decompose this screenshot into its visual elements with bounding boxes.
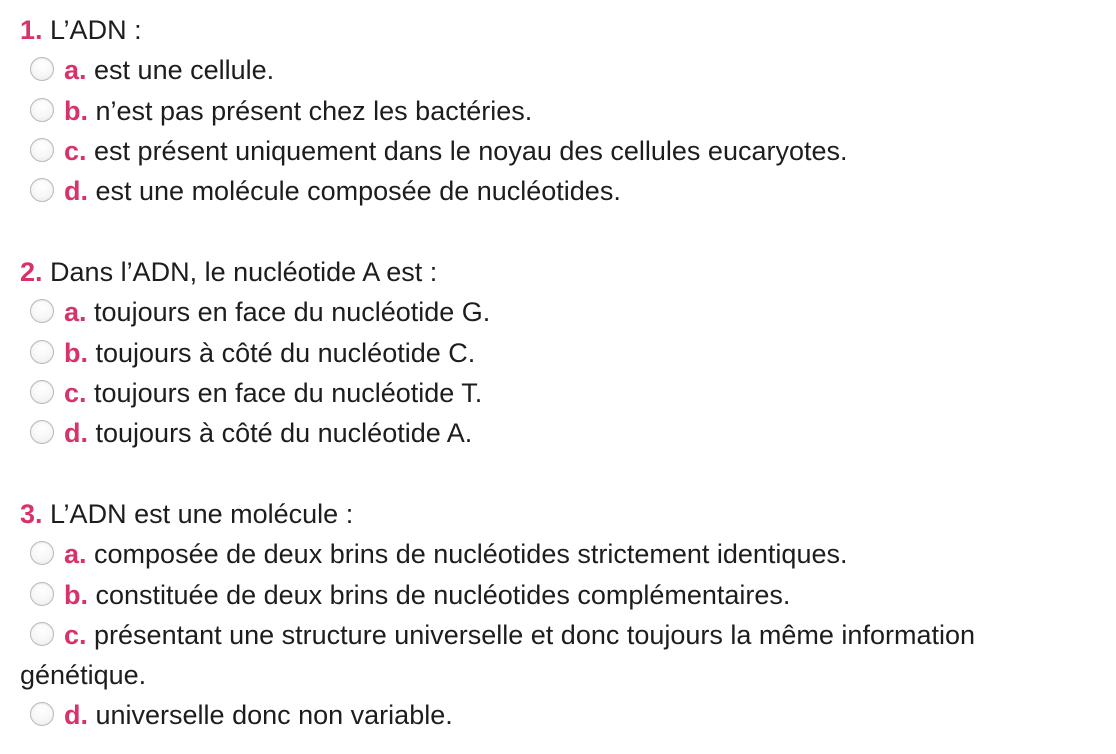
option-letter: a. bbox=[64, 55, 87, 86]
option-text: présentant une structure universelle et donc toujours la même information génétique. bbox=[20, 619, 975, 691]
option-letter: b. bbox=[64, 95, 88, 126]
answer-option-1d[interactable] bbox=[20, 171, 1096, 211]
option-text: toujours en face du nucléotide T. bbox=[86, 377, 483, 408]
option-text: composée de deux brins de nucléotides strictement identiques. bbox=[86, 539, 848, 570]
option-text: constituée de deux brins de nucléotides complémentaires. bbox=[88, 579, 791, 610]
answer-option-1c[interactable] bbox=[20, 131, 1096, 171]
radio-button[interactable] bbox=[30, 622, 54, 646]
question-prompt: Dans l’ADN, le nucléotide A est : bbox=[42, 257, 438, 287]
answer-option-3a[interactable] bbox=[20, 534, 1096, 574]
question-prompt: L’ADN est une molécule : bbox=[42, 499, 354, 529]
answer-option-2b[interactable] bbox=[20, 333, 1096, 373]
answer-option-3b[interactable] bbox=[20, 575, 1096, 615]
option-letter: a. bbox=[64, 297, 87, 328]
answer-option-3d[interactable] bbox=[20, 695, 1096, 735]
option-letter: b. bbox=[64, 337, 88, 368]
option-text: n’est pas présent chez les bactéries. bbox=[88, 95, 533, 126]
radio-button[interactable] bbox=[30, 340, 54, 364]
answer-option-1a[interactable] bbox=[20, 50, 1096, 90]
option-letter: d. bbox=[64, 418, 88, 449]
radio-button[interactable] bbox=[30, 57, 54, 81]
option-letter: a. bbox=[64, 539, 87, 570]
option-text: toujours à côté du nucléotide C. bbox=[88, 337, 476, 368]
radio-button[interactable] bbox=[30, 299, 54, 323]
option-letter: d. bbox=[64, 176, 88, 207]
option-text: est présent uniquement dans le noyau des cellules eucaryotes. bbox=[86, 135, 848, 166]
question-prompt: L’ADN : bbox=[42, 15, 142, 45]
option-text: toujours en face du nucléotide G. bbox=[86, 297, 491, 328]
radio-button[interactable] bbox=[30, 380, 54, 404]
question-number: 3. bbox=[20, 499, 43, 529]
answer-option-3c[interactable] bbox=[20, 615, 1096, 696]
question-title bbox=[20, 10, 1096, 50]
answer-option-1b[interactable] bbox=[20, 91, 1096, 131]
question-1 bbox=[20, 10, 1096, 211]
option-letter: c. bbox=[64, 135, 87, 166]
radio-button[interactable] bbox=[30, 98, 54, 122]
question-2 bbox=[20, 252, 1096, 453]
option-letter: b. bbox=[64, 579, 88, 610]
radio-button[interactable] bbox=[30, 702, 54, 726]
option-text: est une cellule. bbox=[86, 55, 275, 86]
question-title bbox=[20, 252, 1096, 292]
radio-button[interactable] bbox=[30, 138, 54, 162]
question-number: 2. bbox=[20, 257, 43, 287]
option-text: universelle donc non variable. bbox=[88, 700, 453, 731]
question-number: 1. bbox=[20, 15, 43, 45]
radio-button[interactable] bbox=[30, 178, 54, 202]
option-letter: c. bbox=[64, 377, 87, 408]
radio-button[interactable] bbox=[30, 582, 54, 606]
option-text: toujours à côté du nucléotide A. bbox=[88, 418, 473, 449]
option-text: est une molécule composée de nucléotides. bbox=[88, 176, 621, 207]
question-title bbox=[20, 494, 1096, 534]
option-letter: d. bbox=[64, 700, 88, 731]
answer-option-2d[interactable] bbox=[20, 413, 1096, 453]
question-3 bbox=[20, 494, 1096, 736]
answer-option-2c[interactable] bbox=[20, 373, 1096, 413]
option-letter: c. bbox=[64, 619, 87, 650]
answer-option-2a[interactable] bbox=[20, 292, 1096, 332]
radio-button[interactable] bbox=[30, 420, 54, 444]
radio-button[interactable] bbox=[30, 541, 54, 565]
